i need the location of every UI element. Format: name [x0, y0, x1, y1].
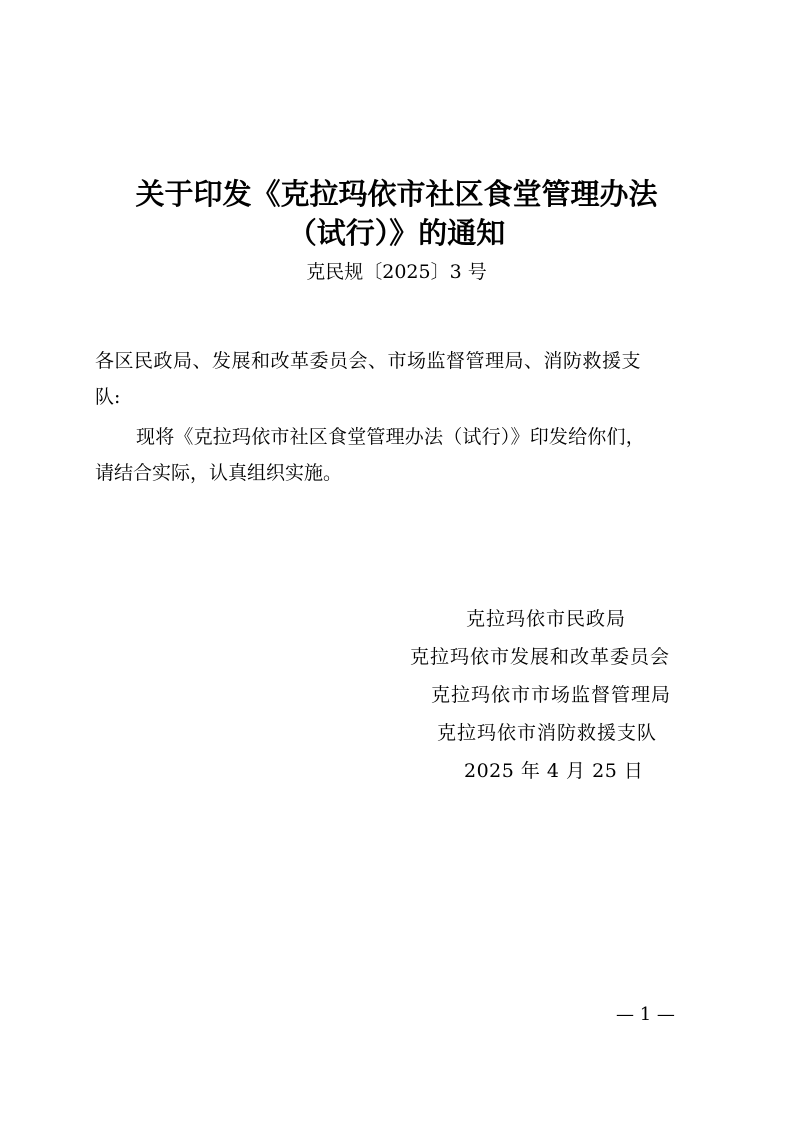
issue-date: 2025 年 4 月 25 日: [464, 760, 644, 782]
signatory-civil-affairs: 克拉玛依市民政局: [466, 608, 627, 630]
document-number: 克民规〔2025〕3 号: [306, 261, 487, 283]
signatory-development-reform: 克拉玛依市发展和改革委员会: [410, 646, 671, 668]
document-title-line2: （试行）》的通知: [287, 216, 506, 250]
signatory-market-supervision: 克拉玛依市市场监督管理局: [431, 684, 672, 706]
body-text-line1: 现将《克拉玛依市社区食堂管理办法（试行）》印发给你们，: [136, 426, 645, 448]
recipients-line2: 队:: [95, 386, 121, 408]
body-text-line2: 请结合实际，认真组织实施。: [95, 462, 343, 484]
recipients-line1: 各区民政局、发展和改革委员会、市场监督管理局、消防救援支: [95, 350, 642, 372]
page-number: — 1 —: [616, 1004, 675, 1025]
document-title-line1: 关于印发《克拉玛依市社区食堂管理办法: [135, 177, 658, 211]
signatory-fire-rescue: 克拉玛依市消防救援支队: [437, 722, 658, 744]
